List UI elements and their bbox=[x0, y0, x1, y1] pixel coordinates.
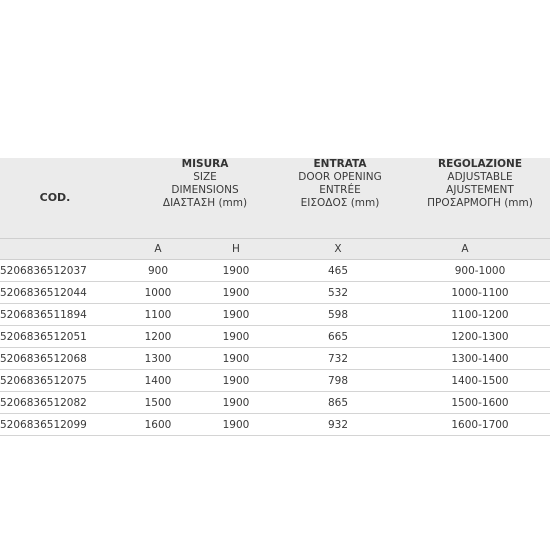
table-subheader bbox=[0, 239, 550, 260]
product-code-cell: 5206836512051 bbox=[0, 331, 87, 343]
product-code-cell: 5206836512068 bbox=[0, 353, 87, 365]
table-header bbox=[0, 158, 550, 239]
opening-cell: 865 bbox=[327, 397, 349, 409]
product-code-cell: 5206836512099 bbox=[0, 419, 87, 431]
height-cell: 1900 bbox=[222, 375, 250, 387]
adjustment-cell: 1500-1600 bbox=[451, 397, 509, 409]
subheader-h: H bbox=[232, 243, 240, 255]
adjustment-cell: 1200-1300 bbox=[451, 331, 509, 343]
table-row bbox=[0, 348, 550, 370]
opening-cell: 465 bbox=[327, 265, 349, 277]
table-row bbox=[0, 414, 550, 436]
opening-cell: 932 bbox=[327, 419, 349, 431]
product-code-cell: 5206836512044 bbox=[0, 287, 87, 299]
width-cell: 1200 bbox=[144, 331, 172, 343]
opening-header-en: DOOR OPENING bbox=[298, 171, 382, 183]
opening-cell: 598 bbox=[327, 309, 349, 321]
subheader-x: X bbox=[334, 243, 342, 255]
adjustment-header-fr: AJUSTEMENT bbox=[446, 184, 514, 196]
subheader-a: A bbox=[154, 243, 162, 255]
opening-cell: 732 bbox=[327, 353, 349, 365]
width-cell: 1600 bbox=[144, 419, 172, 431]
height-cell: 1900 bbox=[222, 309, 250, 321]
adjustment-cell: 900-1000 bbox=[454, 265, 506, 277]
height-cell: 1900 bbox=[222, 287, 250, 299]
product-code-cell: 5206836512075 bbox=[0, 375, 87, 387]
height-cell: 1900 bbox=[222, 331, 250, 343]
adjustment-cell: 1600-1700 bbox=[451, 419, 509, 431]
height-cell: 1900 bbox=[222, 353, 250, 365]
height-cell: 1900 bbox=[222, 397, 250, 409]
adjustment-header-gr: ΠΡΟΣΑΡΜΟΓΗ (mm) bbox=[427, 197, 533, 209]
size-header-de: DIMENSIONS bbox=[171, 184, 239, 196]
width-cell: 1500 bbox=[144, 397, 172, 409]
product-code-cell: 5206836511894 bbox=[0, 309, 87, 321]
adjustment-header-it: REGOLAZIONE bbox=[437, 158, 523, 170]
opening-header-it: ENTRATA bbox=[313, 158, 367, 170]
table-row bbox=[0, 326, 550, 348]
opening-cell: 665 bbox=[327, 331, 349, 343]
spec-table bbox=[0, 158, 550, 436]
code-column-header: COD. bbox=[39, 191, 71, 204]
height-cell: 1900 bbox=[222, 419, 250, 431]
opening-column-header bbox=[265, 158, 415, 210]
adjustment-cell: 1300-1400 bbox=[451, 353, 509, 365]
table-body bbox=[0, 260, 550, 436]
width-cell: 1300 bbox=[144, 353, 172, 365]
size-header-gr: ΔΙΑΣΤΑΣΗ (mm) bbox=[162, 197, 248, 209]
table-row bbox=[0, 304, 550, 326]
adjustment-cell: 1400-1500 bbox=[451, 375, 509, 387]
size-column-header bbox=[130, 158, 280, 210]
height-cell: 1900 bbox=[222, 265, 250, 277]
width-cell: 1100 bbox=[144, 309, 172, 321]
table-row bbox=[0, 370, 550, 392]
adjustment-cell: 1100-1200 bbox=[451, 309, 509, 321]
product-code-cell: 5206836512037 bbox=[0, 265, 87, 277]
width-cell: 1000 bbox=[144, 287, 172, 299]
size-header-it: MISURA bbox=[181, 158, 229, 170]
table-row bbox=[0, 282, 550, 304]
adjustment-cell: 1000-1100 bbox=[451, 287, 509, 299]
subheader-r: A bbox=[461, 243, 469, 255]
adjustment-header-en: ADJUSTABLE bbox=[447, 171, 513, 183]
size-header-en: SIZE bbox=[193, 171, 217, 183]
table-row bbox=[0, 392, 550, 414]
width-cell: 1400 bbox=[144, 375, 172, 387]
opening-cell: 532 bbox=[327, 287, 349, 299]
width-cell: 900 bbox=[147, 265, 169, 277]
table-row bbox=[0, 260, 550, 282]
opening-cell: 798 bbox=[327, 375, 349, 387]
opening-header-gr: ΕΙΣΟΔΟΣ (mm) bbox=[300, 197, 380, 209]
opening-header-fr: ENTRÉE bbox=[319, 184, 361, 196]
adjustment-column-header bbox=[405, 158, 550, 210]
product-code-cell: 5206836512082 bbox=[0, 397, 87, 409]
